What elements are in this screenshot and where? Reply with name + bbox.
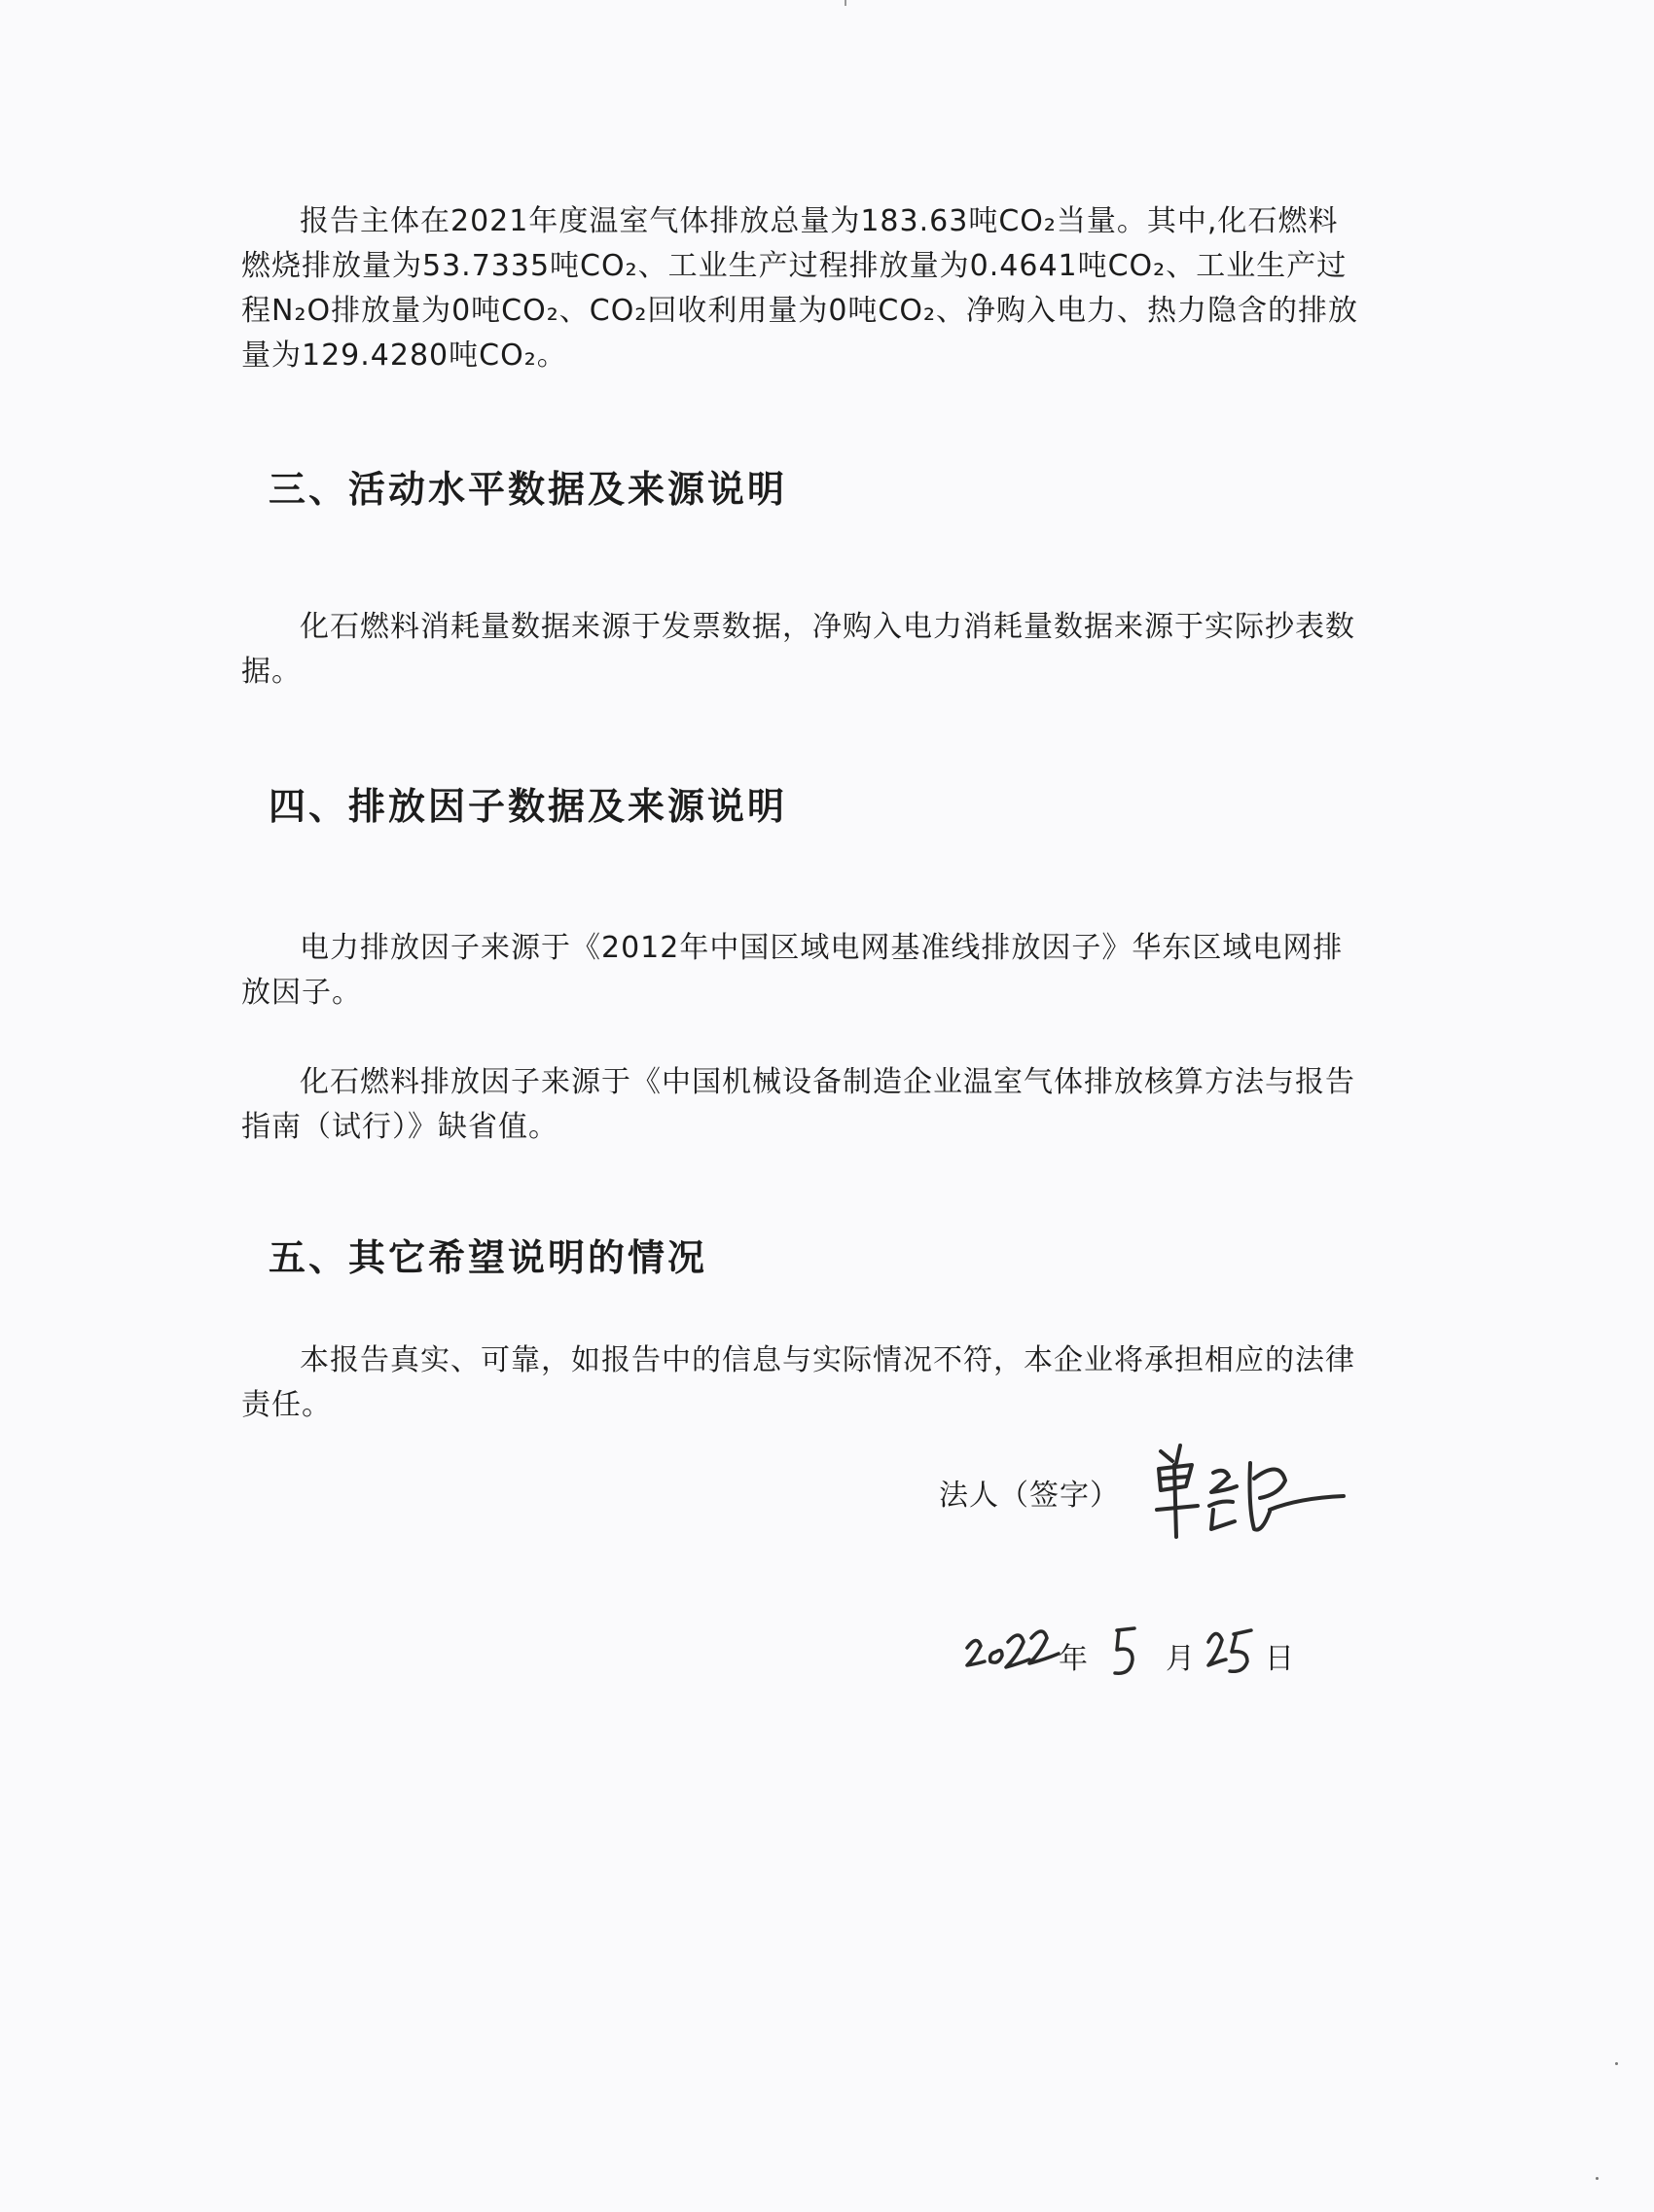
- section-3-text: 化石燃料消耗量数据来源于发票数据，净购入电力消耗量数据来源于实际抄表数据。: [241, 610, 1355, 689]
- handwritten-month: [1109, 1624, 1142, 1683]
- handwritten-day: [1205, 1623, 1257, 1681]
- section-3-heading: 三、活动水平数据及来源说明: [269, 468, 788, 511]
- date-year-label: 年: [1059, 1642, 1088, 1676]
- section-4-paragraph-2: [241, 1060, 1365, 1150]
- scan-speck: [1596, 2177, 1599, 2180]
- section-4-heading: 四、排放因子数据及来源说明: [269, 785, 788, 828]
- emissions-summary-paragraph: [241, 199, 1365, 378]
- signature-date: [963, 1615, 1313, 1693]
- section-4-text-2: 化石燃料排放因子来源于《中国机械设备制造企业温室气体排放核算方法与报告指南（试行）》缺省值。: [241, 1065, 1355, 1144]
- scan-edge-mark: [845, 0, 846, 6]
- section-4-paragraph-1: [241, 926, 1365, 1016]
- handwritten-signature: [1153, 1440, 1348, 1547]
- handwritten-year: [963, 1619, 1061, 1677]
- legal-rep-signature-label: 法人（签字）: [939, 1479, 1120, 1513]
- section-4-text-1: 电力排放因子来源于《2012年中国区域电网基准线排放因子》华东区域电网排放因子。: [241, 931, 1344, 1010]
- date-month-label: 月: [1166, 1642, 1195, 1676]
- section-5-text: 本报告真实、可靠，如报告中的信息与实际情况不符，本企业将承担相应的法律责任。: [241, 1343, 1355, 1422]
- section-5-heading: 五、其它希望说明的情况: [269, 1236, 708, 1279]
- scan-speck: [1615, 2062, 1618, 2065]
- date-day-label: 日: [1265, 1642, 1294, 1676]
- section-5-paragraph: [241, 1338, 1365, 1428]
- section-3-paragraph: [241, 605, 1365, 695]
- emissions-summary-text: 报告主体在2021年度温室气体排放总量为183.63吨CO₂当量。其中,化石燃料燃烧排放量为53.7335吨CO₂、工业生产过程排放量为0.4641吨CO₂、工业生产过程N₂O排放量为0吨CO₂、CO₂回收利用量为0吨CO₂、净购入电力、热力隐含的排放量为129.4280吨CO₂。: [241, 204, 1359, 373]
